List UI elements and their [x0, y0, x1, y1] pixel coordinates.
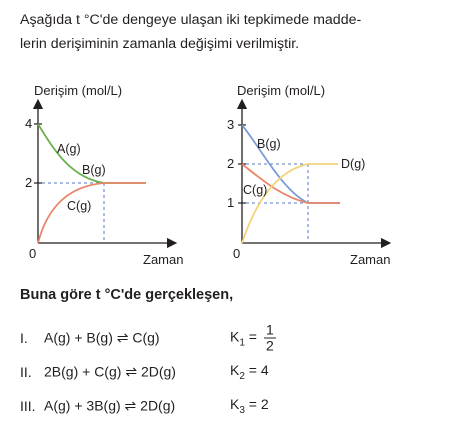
reaction-row-3 [20, 388, 450, 424]
graph-2-tick-2: 2 [227, 156, 235, 171]
graph-1-tick-2: 2 [25, 175, 33, 190]
graph-2-label-b: B(g) [257, 137, 281, 151]
equilibrium-constant: $K_1$ = $\frac{1}{2}$ [230, 323, 276, 354]
graph-2-tick-3: 3 [227, 117, 235, 132]
reaction-row-2 [20, 354, 450, 390]
reaction-equation: A(g) + B(g) ⇌ C(g) [44, 329, 160, 346]
graph-2 [227, 83, 390, 267]
graph-1-label-c: C(g) [67, 199, 92, 213]
graph-2-label-c: C(g) [243, 183, 268, 197]
graph-1-origin: 0 [29, 246, 37, 261]
graph-1-ylabel: Derişim (mol/L) [34, 83, 123, 98]
reaction-equation: 2B(g) + C(g) ⇌ 2D(g) [44, 363, 176, 380]
graph-1 [25, 83, 183, 267]
graph-2-origin: 0 [233, 246, 241, 261]
intro-line-1: Aşağıda t °C'de dengeye ulaşan iki tepkimede madde- [20, 12, 362, 28]
equilibrium-constant: $K_2 = 4$ [230, 362, 269, 382]
intro-line-2: lerin derişiminin zamanla değişimi verilmiştir. [20, 36, 300, 52]
graph-1-tick-4: 4 [25, 116, 33, 131]
graph-2-tick-1: 1 [227, 195, 235, 210]
graph-2-ylabel: Derişim (mol/L) [237, 83, 326, 98]
graph-1-label-b: B(g) [82, 163, 106, 177]
graph-1-xlabel: Zaman [143, 252, 184, 267]
reaction-row-1 [20, 320, 450, 356]
reaction-num: I. [20, 330, 28, 346]
graph-2-xlabel: Zaman [350, 252, 391, 267]
fraction: $\frac{1}{2}$ [264, 323, 276, 354]
graph-1-label-a: A(g) [57, 142, 81, 156]
reaction-equation: A(g) + 3B(g) ⇌ 2D(g) [44, 397, 176, 414]
question-text: Buna göre t °C'de gerçekleşen, [20, 287, 234, 303]
graph-1-curve-c [38, 183, 146, 243]
graph-2-label-d: D(g) [341, 157, 366, 171]
reaction-num: II. [20, 364, 32, 380]
reaction-num: III. [20, 398, 36, 414]
equilibrium-constant: $K_3 = 2$ [230, 396, 269, 416]
